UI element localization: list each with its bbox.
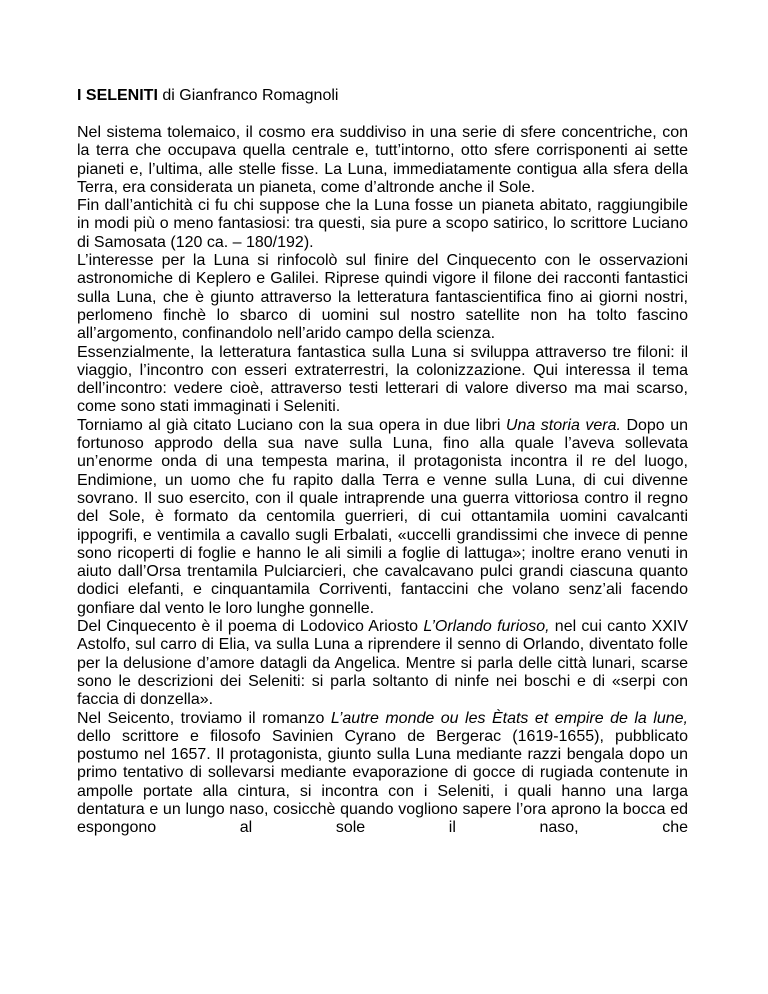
paragraph-3: L’interesse per la Luna si rinfocolò sul finire del Cinquecento con le osservazioni astronomiche di Keplero e Galilei. Riprese quindi vigore il filone dei racconti fantastici sulla Luna, che è giunto attraverso la letteratura fantascientifica fino ai giorni nostri, perlomeno finchè lo sbarco di uomini sul nostro satellite non ha tolto fascino all’argomento, confinandolo nell’arido campo della scienza. bbox=[77, 252, 688, 343]
document-title: I SELENITI bbox=[77, 87, 158, 104]
document-author: Gianfranco Romagnoli bbox=[179, 87, 339, 104]
paragraph-5-text-start: Torniamo al già citato Luciano con la sua opera in due libri bbox=[77, 416, 506, 434]
paragraph-6 bbox=[77, 618, 688, 709]
document-body bbox=[77, 124, 688, 838]
paragraph-7-text-start: Nel Seicento, troviamo il romanzo bbox=[77, 709, 331, 727]
document-heading bbox=[77, 86, 688, 105]
paragraph-6-text-start: Del Cinquecento è il poema di Lodovico Ariosto bbox=[77, 618, 424, 636]
work-title-storia-vera: Una storia vera. bbox=[505, 416, 621, 434]
paragraph-4: Essenzialmente, la letteratura fantastica sulla Luna si sviluppa attraverso tre filoni: il viaggio, l’incontro con esseri extraterrestri, la colonizzazione. Qui interessa il tema dell’incontro: vedere cioè, attraverso testi letterari di valore diverso ma mai scarso, come sono stati immaginati i Seleniti. bbox=[77, 343, 688, 416]
paragraph-2: Fin dall’antichità ci fu chi suppose che la Luna fosse un pianeta abitato, raggiungibile in modi più o meno fantasiosi: tra questi, sia pure a scopo satirico, lo scrittore Luciano di Samosata (120 ca. – 180/192). bbox=[77, 197, 688, 251]
author-prefix: di bbox=[157, 87, 180, 104]
paragraph-6-text-end: nel cui canto XXIV Astolfo, sul carro di Elia, va sulla Luna a riprendere il senno di Orlando, diventato folle per la delusione d’amore datagli da Angelica. Mentre si parla delle città lunari, scarse sono le descrizioni dei Seleniti: si parla soltanto di ninfe nei boschi e di «serpi con faccia di donzella». bbox=[77, 618, 689, 709]
paragraph-1: Nel sistema tolemaico, il cosmo era suddiviso in una serie di sfere concentriche, con la terra che occupava quella centrale e, tutt’intorno, otto sfere corrisponenti ai sette pianeti e, l’ultima, alle stelle fisse. La Luna, immediatamente contigua alla sfera della Terra, era considerata un pianeta, come d’altronde anche il Sole. bbox=[77, 124, 688, 196]
paragraph-7-text-end: dello scrittore e filosofo Savinien Cyrano de Bergerac (1619-1655), pubblicato postumo nel 1657. Il protagonista, giunto sulla Luna mediante razzi bengala dopo un primo tentativo di sollevarsi mediante evaporazione di gocce di rugiada contenute in ampolle portate alla cintura, si incontra con i Seleniti, i quali hanno una larga dentatura e un lungo naso, cosicchè quando vogliono sapere l’ora aprono la bocca ed espongono al sole il naso, che bbox=[77, 727, 688, 837]
work-title-autre-monde: L’autre monde ou les Ètats et empire de la lune, bbox=[330, 709, 689, 727]
paragraph-7 bbox=[77, 710, 688, 838]
work-title-orlando-furioso: L’Orlando furioso, bbox=[423, 618, 550, 636]
paragraph-5 bbox=[77, 417, 688, 618]
paragraph-5-text-end: Dopo un fortunoso approdo della sua nave sulla Luna, fino alla quale l’aveva sollevata un’enorme onda di una tempesta marina, il protagonista incontra il re del luogo, Endimione, un uomo che fu rapito dalla Terra e venne sulla Luna, di cui divenne sovrano. Il suo esercito, con il quale intraprende una guerra vittoriosa contro il regno del Sole, è formato da centomila guerrieri, di cui ottantamila uomini cavalcanti ippogrifi, e ventimila a cavallo sugli Erbalati, «uccelli grandissimi che invece di penne sono ricoperti di foglie e hanno le ali simili a foglie di lattuga»; inoltre erano venuti in aiuto dall’Orsa trentamila Pulciarcieri, che cavalcavano pulci grandi ciascuna quanto dodici elefanti, e cinquantamila Corriventi, fantaccini che volano senz’ali facendo gonfiare dal vento le loro lunghe gonnelle. bbox=[77, 416, 688, 617]
